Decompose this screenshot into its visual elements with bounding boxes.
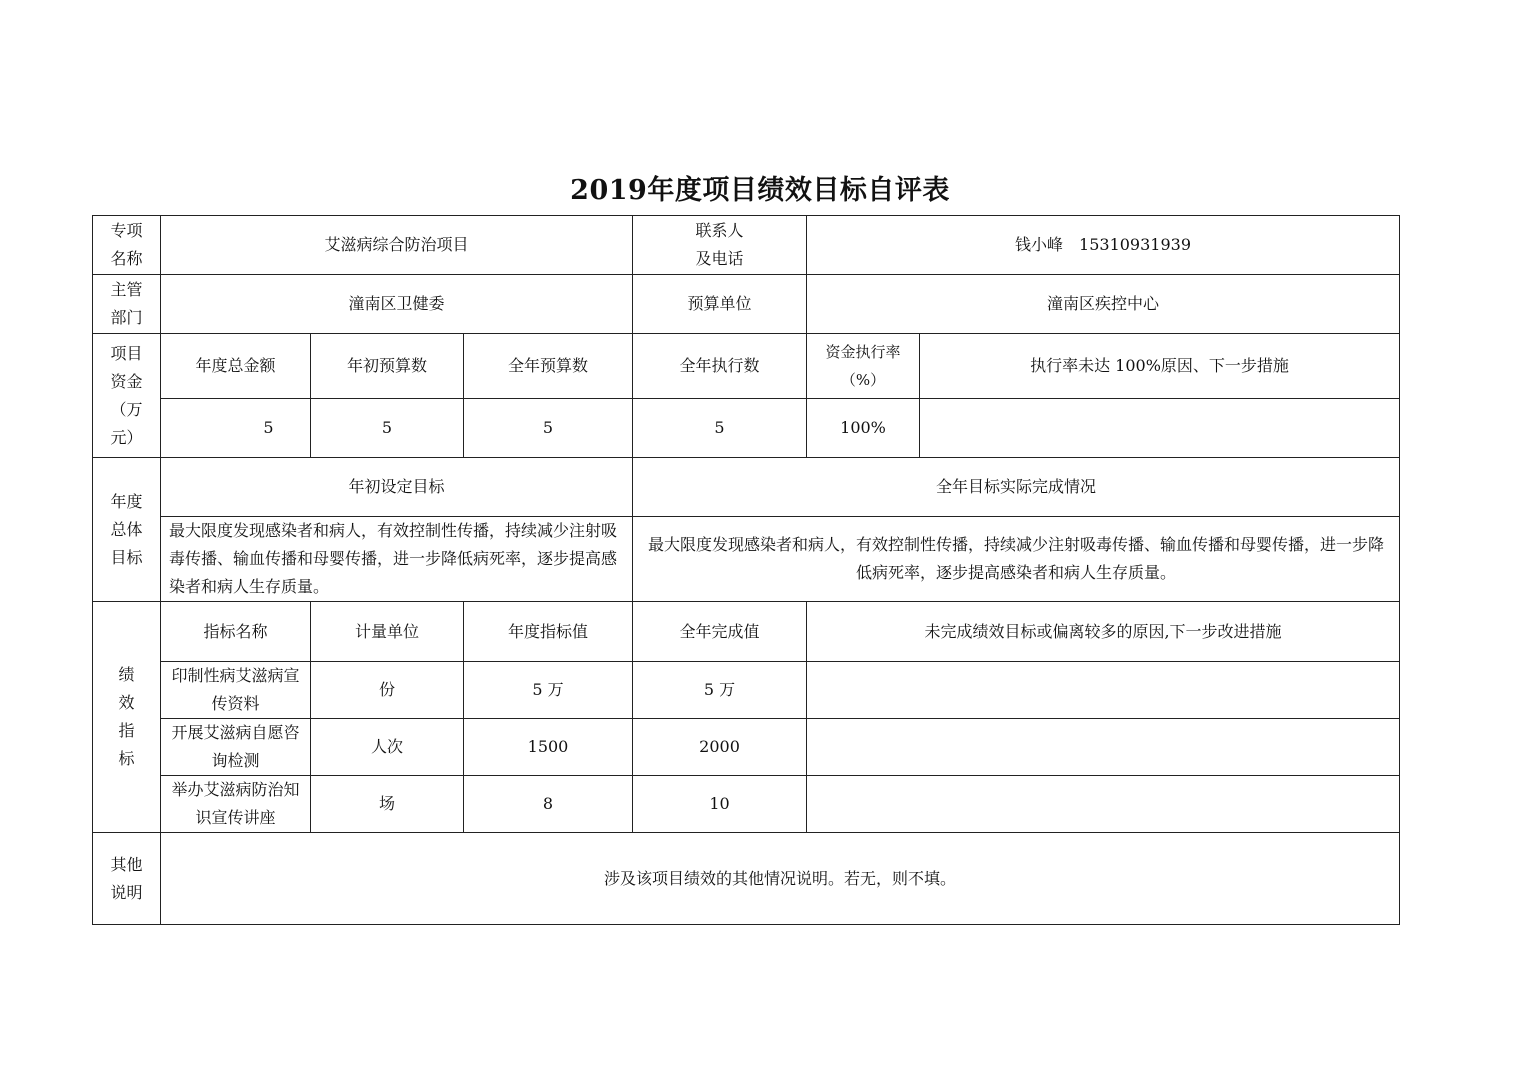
indicator-row [93,662,1400,719]
contact-value: 钱小峰 15310931939 [807,216,1400,275]
project-name-value: 艾滋病综合防治项目 [161,216,633,275]
department-label: 主管 部门 [93,275,161,334]
actual-goal-header: 全年目标实际完成情况 [633,458,1400,517]
indicator-header: 指标名称 [161,602,311,662]
funds-label: 项目 资金 （万 元） [93,334,161,458]
indicator-header: 年度指标值 [464,602,633,662]
indicator-actual: 10 [633,776,807,833]
funds-value-row [93,399,1400,458]
indicator-unit: 场 [311,776,464,833]
indicator-actual: 5 万 [633,662,807,719]
indicator-name: 印制性病艾滋病宣传资料 [161,662,311,719]
other-row [93,833,1400,925]
page-title: 2019年度项目绩效目标自评表 [570,175,950,206]
other-value: 涉及该项目绩效的其他情况说明。若无，则不填。 [161,833,1400,925]
indicator-actual: 2000 [633,719,807,776]
funds-header: 年初预算数 [311,334,464,399]
funds-value: 5 [161,399,311,458]
funds-value: 5 [633,399,807,458]
funds-header: 年度总金额 [161,334,311,399]
actual-goal-text: 最大限度发现感染者和病人，有效控制性传播，持续减少注射吸毒传播、输血传播和母婴传播，进一步降低病死率，逐步提高感染者和病人生存质量。 [633,517,1400,602]
indicator-reason [807,662,1400,719]
indicator-row [93,776,1400,833]
funds-header: 资金执行率 （%） [807,334,920,399]
indicator-name: 举办艾滋病防治知识宣传讲座 [161,776,311,833]
indicator-unit: 份 [311,662,464,719]
goals-text-row [93,517,1400,602]
indicator-header: 全年完成值 [633,602,807,662]
indicator-target: 1500 [464,719,633,776]
other-label: 其他 说明 [93,833,161,925]
indicator-row [93,719,1400,776]
indicator-unit: 人次 [311,719,464,776]
funds-value: 5 [464,399,633,458]
indicator-reason [807,776,1400,833]
contact-label: 联系人 及电话 [633,216,807,275]
indicator-target: 5 万 [464,662,633,719]
budget-unit-label: 预算单位 [633,275,807,334]
funds-header: 全年预算数 [464,334,633,399]
goals-label: 年度 总体 目标 [93,458,161,602]
funds-header-row [93,334,1400,399]
project-row [93,216,1400,275]
indicator-reason [807,719,1400,776]
self-evaluation-table [92,215,1400,925]
funds-header: 执行率未达 100%原因、下一步措施 [920,334,1400,399]
indicator-name: 开展艾滋病自愿咨询检测 [161,719,311,776]
project-name-label: 专项 名称 [93,216,161,275]
indicators-label: 绩 效 指 标 [93,602,161,833]
budget-unit-value: 潼南区疾控中心 [807,275,1400,334]
indicator-target: 8 [464,776,633,833]
indicator-header: 计量单位 [311,602,464,662]
funds-value: 5 [311,399,464,458]
goals-header-row [93,458,1400,517]
department-row [93,275,1400,334]
indicator-header: 未完成绩效目标或偏离较多的原因,下一步改进措施 [807,602,1400,662]
indicator-header-row [93,602,1400,662]
department-value: 潼南区卫健委 [161,275,633,334]
initial-goal-text: 最大限度发现感染者和病人，有效控制性传播，持续减少注射吸毒传播、输血传播和母婴传播，进一步降低病死率，逐步提高感染者和病人生存质量。 [161,517,633,602]
funds-value: 100% [807,399,920,458]
funds-header: 全年执行数 [633,334,807,399]
initial-goal-header: 年初设定目标 [161,458,633,517]
funds-value [920,399,1400,458]
